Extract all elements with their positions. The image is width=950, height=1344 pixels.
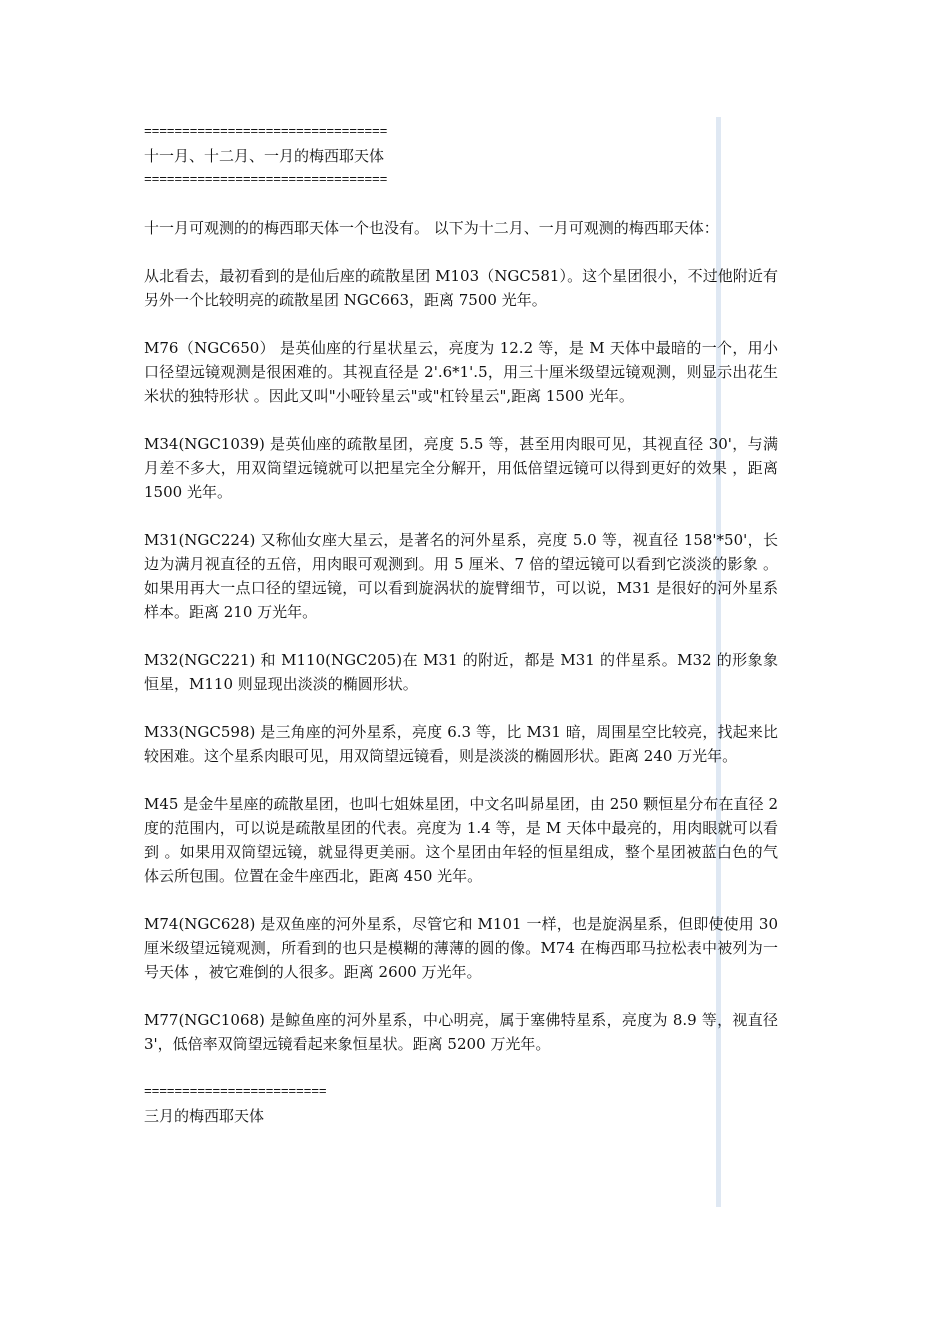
section2-title: 三月的梅西耶天体 [144, 1107, 265, 1125]
paragraph-m76: M76（NGC650） 是英仙座的行星状星云，亮度为 12.2 等，是 M 天体中最暗的一个，用小口径望远镜观测是很困难的。其视直径是 2'.6*1'.5，用三十厘米级望远镜观测，则显示出花生米状的独特形状 。因此又叫"小哑铃星云"或"杠铃星云",距离 1500 光年。 [144, 339, 778, 405]
paragraph-m45: M45 是金牛星座的疏散星团，也叫七姐妹星团，中文名叫昴星团，由 250 颗恒星分布在直径 2 度的范围内，可以说是疏散星团的代表。亮度为 1.4 等，是 M 天体中最亮的，用肉眼就可以看到 。如果用双筒望远镜，就显得更美丽。这个星团由年轻的恒星组成，整个星团被蓝白色的气体云所包围。位置在金牛座西北，距离 450 光年。 [144, 795, 778, 885]
paragraph-intro: 十一月可观测的的梅西耶天体一个也没有。 以下为十二月、一月可观测的梅西耶天体： [144, 219, 719, 237]
spacer [144, 888, 778, 912]
spacer [144, 768, 778, 792]
spacer [144, 504, 778, 528]
section2-rule-top: ======================== [144, 1084, 327, 1099]
spacer [144, 696, 778, 720]
section-rule-top: ================================ [144, 124, 388, 139]
spacer [144, 984, 778, 1008]
spacer [144, 408, 778, 432]
paragraph-m31: M31(NGC224) 又称仙女座大星云，是著名的河外星系，亮度 5.0 等，视直径 158'*50'，长边为满月视直径的五倍，用肉眼可观测到。用 5 厘米、7 倍的望远镜可以看到它淡淡的影象 。如果用再大一点口径的望远镜，可以看到旋涡状的旋臂细节，可以说，M31 是很好的河外星系样本。距离 210 万光年。 [144, 531, 778, 621]
paragraph-m33: M33(NGC598) 是三角座的河外星系，亮度 6.3 等，比 M31 暗，周围星空比较亮，找起来比较困难。这个星系肉眼可见，用双筒望远镜看，则是淡淡的椭圆形状。距离 240 万光年。 [144, 723, 778, 765]
paragraph-m32-m110: M32(NGC221) 和 M110(NGC205)在 M31 的附近，都是 M31 的伴星系。M32 的形象象恒星，M110 则显现出淡淡的椭圆形状。 [144, 651, 778, 693]
spacer [144, 1056, 778, 1080]
paragraph-m103: 从北看去，最初看到的是仙后座的疏散星团 M103（NGC581）。这个星团很小，不过他附近有另外一个比较明亮的疏散星团 NGC663，距离 7500 光年。 [144, 267, 778, 309]
paragraph-m34: M34(NGC1039) 是英仙座的疏散星团，亮度 5.5 等，甚至用肉眼可见，其视直径 30'，与满月差不多大，用双筒望远镜就可以把星完全分解开，用低倍望远镜可以得到更好的效果 ，距离 1500 光年。 [144, 435, 778, 501]
spacer [144, 240, 778, 264]
paragraph-m77: M77(NGC1068) 是鲸鱼座的河外星系，中心明亮，属于塞佛特星系，亮度为 8.9 等，视直径 3'，低倍率双筒望远镜看起来象恒星状。距离 5200 万光年。 [144, 1011, 778, 1053]
section-rule-bottom: ================================ [144, 172, 388, 187]
spacer [144, 192, 778, 216]
document-body [144, 120, 778, 1128]
spacer [144, 312, 778, 336]
paragraph-m74: M74(NGC628) 是双鱼座的河外星系，尽管它和 M101 一样，也是旋涡星系，但即使使用 30 厘米级望远镜观测，所看到的也只是模糊的薄薄的圆的像。M74 在梅西耶马拉松表中被列为一号天体 ，被它难倒的人很多。距离 2600 万光年。 [144, 915, 778, 981]
section-title: 十一月、十二月、一月的梅西耶天体 [144, 147, 385, 165]
spacer [144, 624, 778, 648]
